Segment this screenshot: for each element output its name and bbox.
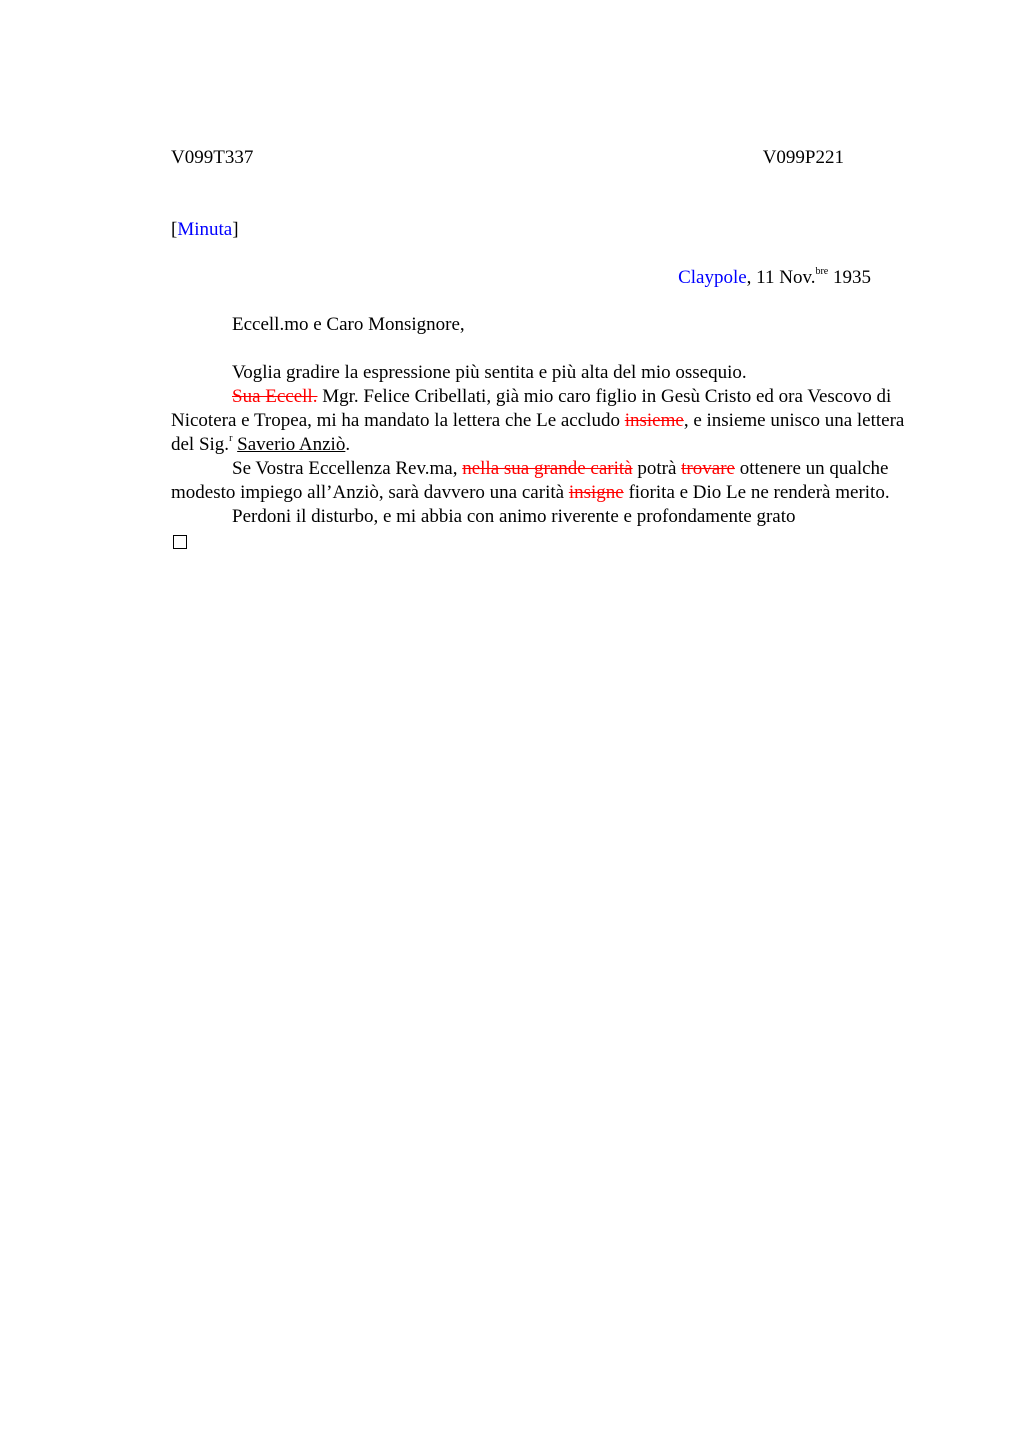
paragraph-2	[171, 385, 919, 457]
draft-label	[171, 218, 239, 242]
paragraph-text: fiorita e Dio Le ne renderà merito.	[623, 482, 890, 503]
bracket-open: [	[171, 219, 178, 240]
letter-body	[171, 361, 919, 556]
dateline-year: 1935	[828, 267, 871, 288]
bracket-close: ]	[232, 219, 239, 240]
dateline-superscript: bre	[815, 265, 829, 277]
deleted-text: trovare	[681, 458, 735, 479]
paragraph-text: .	[345, 434, 351, 455]
empty-square-icon	[171, 529, 919, 556]
paragraph-text: Se Vostra Eccellenza Rev.ma,	[232, 458, 463, 479]
minuta-word: Minuta	[177, 219, 233, 240]
dateline	[171, 266, 871, 290]
reference-right: V099P221	[762, 147, 844, 168]
reference-left: V099T337	[171, 147, 254, 168]
paragraph-1: Voglia gradire la espressione più sentita e più alta del mio ossequio.	[232, 362, 747, 383]
superscript: r	[229, 432, 233, 444]
dateline-place: Claypole	[678, 267, 747, 288]
paragraph-3	[171, 457, 919, 505]
paragraph-4: Perdoni il disturbo, e mi abbia con animo riverente e profondamente grato	[232, 506, 796, 527]
salutation: Eccell.mo e Caro Monsignore,	[232, 314, 465, 335]
paragraph-text: , e insieme unisco una lettera del Sig.	[171, 410, 905, 455]
dateline-date: , 11 Nov.	[746, 267, 816, 288]
deleted-text: Sua Eccell.	[232, 386, 318, 407]
deleted-text: insieme	[624, 410, 684, 431]
reference-codes	[171, 146, 844, 170]
paragraph-text: ottenere un qualche modesto impiego all’Anziò, sarà davvero una carità	[171, 458, 889, 503]
underlined-name: Saverio Anziò	[237, 434, 346, 455]
paragraph-text: Mgr. Felice Cribellati, già mio caro figlio in Gesù Cristo ed ora Vescovo di Nicotera e Tropea, mi ha mandato la lettera che Le accludo	[171, 386, 892, 431]
paragraph-text: potrà	[632, 458, 682, 479]
deleted-text: nella sua grande carità	[462, 458, 633, 479]
deleted-text: insigne	[568, 482, 624, 503]
